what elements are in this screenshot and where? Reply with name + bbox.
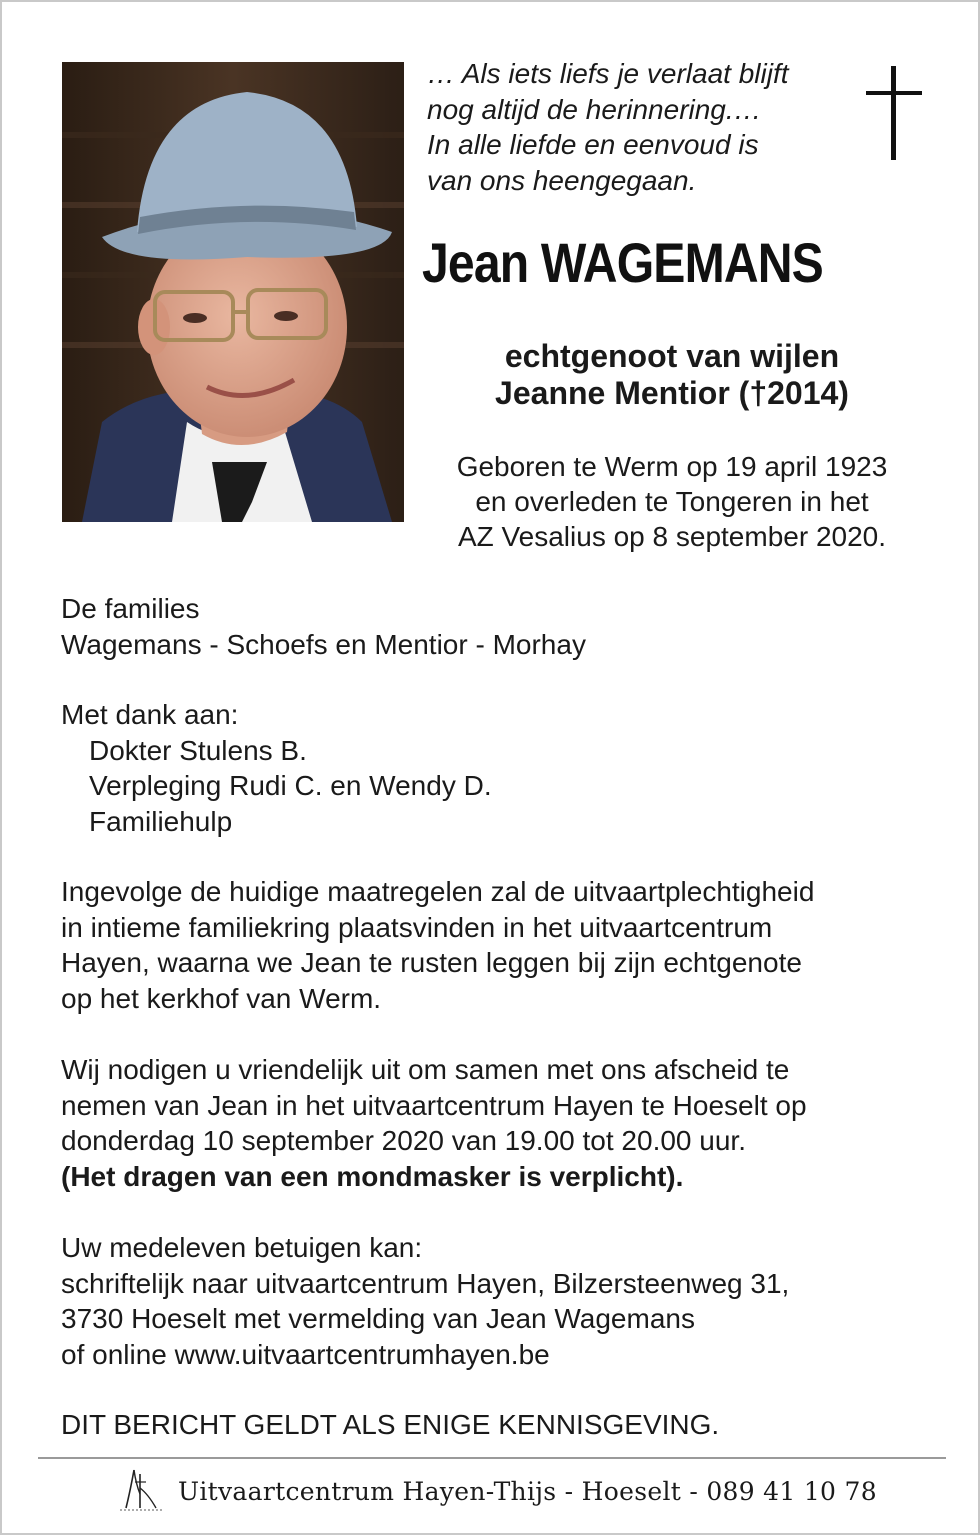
spouse-info bbox=[422, 338, 922, 412]
families-names: Wagemans - Schoefs en Mentior - Morhay bbox=[61, 628, 586, 660]
spouse-line: Jeanne Mentior (†2014) bbox=[495, 375, 849, 411]
ceremony-line: Ingevolge de huidige maatregelen zal de uitvaartplechtigheid bbox=[61, 876, 815, 907]
thanks-label: Met dank aan: bbox=[61, 699, 239, 730]
invitation-section bbox=[61, 1052, 941, 1194]
poem-line: … Als iets liefs je verlaat blijft bbox=[427, 58, 789, 89]
footer-contact: Uitvaartcentrum Hayen-Thijs - Hoeselt - 089 41 10 78 bbox=[178, 1477, 877, 1506]
invitation-line: Wij nodigen u vriendelijk uit om samen met ons afscheid te bbox=[61, 1054, 790, 1085]
birth-death-info bbox=[422, 449, 922, 554]
thanks-item: Verpleging Rudi C. en Wendy D. bbox=[89, 770, 492, 801]
invitation-line: donderdag 10 september 2020 van 19.00 tot 20.00 uur. bbox=[61, 1125, 746, 1156]
footer bbox=[112, 1464, 912, 1518]
ceremony-line: Hayen, waarna we Jean te rusten leggen bij zijn echtgenote bbox=[61, 947, 802, 978]
portrait-photo bbox=[62, 62, 404, 522]
poem-line: In alle liefde en eenvoud is bbox=[427, 129, 759, 160]
condolences-line: of online www.uitvaartcentrumhayen.be bbox=[61, 1338, 550, 1370]
condolences-line: 3730 Hoeselt met vermelding van Jean Wagemans bbox=[61, 1303, 695, 1334]
funeral-home-logo-icon bbox=[116, 1464, 166, 1514]
deceased-name: Jean WAGEMANS bbox=[422, 231, 823, 294]
birth-death-line: en overleden te Tongeren in het bbox=[475, 486, 869, 517]
thanks-item: Dokter Stulens B. bbox=[89, 734, 307, 766]
invitation-line: nemen van Jean in het uitvaartcentrum Hayen te Hoeselt op bbox=[61, 1089, 807, 1121]
thanks-section bbox=[61, 697, 941, 839]
poem bbox=[427, 56, 847, 198]
thanks-item: Familiehulp bbox=[89, 805, 233, 837]
poem-line: nog altijd de herinnering.… bbox=[427, 93, 762, 125]
condolences-line: Uw medeleven betuigen kan: bbox=[61, 1232, 423, 1263]
families-label: De families bbox=[61, 593, 200, 624]
cross-icon bbox=[866, 66, 922, 160]
birth-death-line: Geboren te Werm op 19 april 1923 bbox=[456, 451, 888, 482]
ceremony-line: in intieme familiekring plaatsvinden in het uitvaartcentrum bbox=[61, 911, 773, 943]
condolences-section bbox=[61, 1230, 941, 1372]
birth-death-line: AZ Vesalius op 8 september 2020. bbox=[457, 521, 887, 552]
spouse-line: echtgenoot van wijlen bbox=[504, 338, 840, 374]
families-section bbox=[61, 591, 941, 662]
footer-divider bbox=[38, 1457, 946, 1459]
ceremony-line: op het kerkhof van Werm. bbox=[61, 982, 382, 1014]
mask-notice: (Het dragen van een mondmasker is verplicht). bbox=[61, 1160, 684, 1192]
condolences-line: schriftelijk naar uitvaartcentrum Hayen, Bilzersteenweg 31, bbox=[61, 1267, 790, 1299]
ceremony-section bbox=[61, 874, 941, 1016]
poem-line: van ons heengegaan. bbox=[427, 164, 697, 196]
notice: DIT BERICHT GELDT ALS ENIGE KENNISGEVING. bbox=[61, 1409, 720, 1440]
